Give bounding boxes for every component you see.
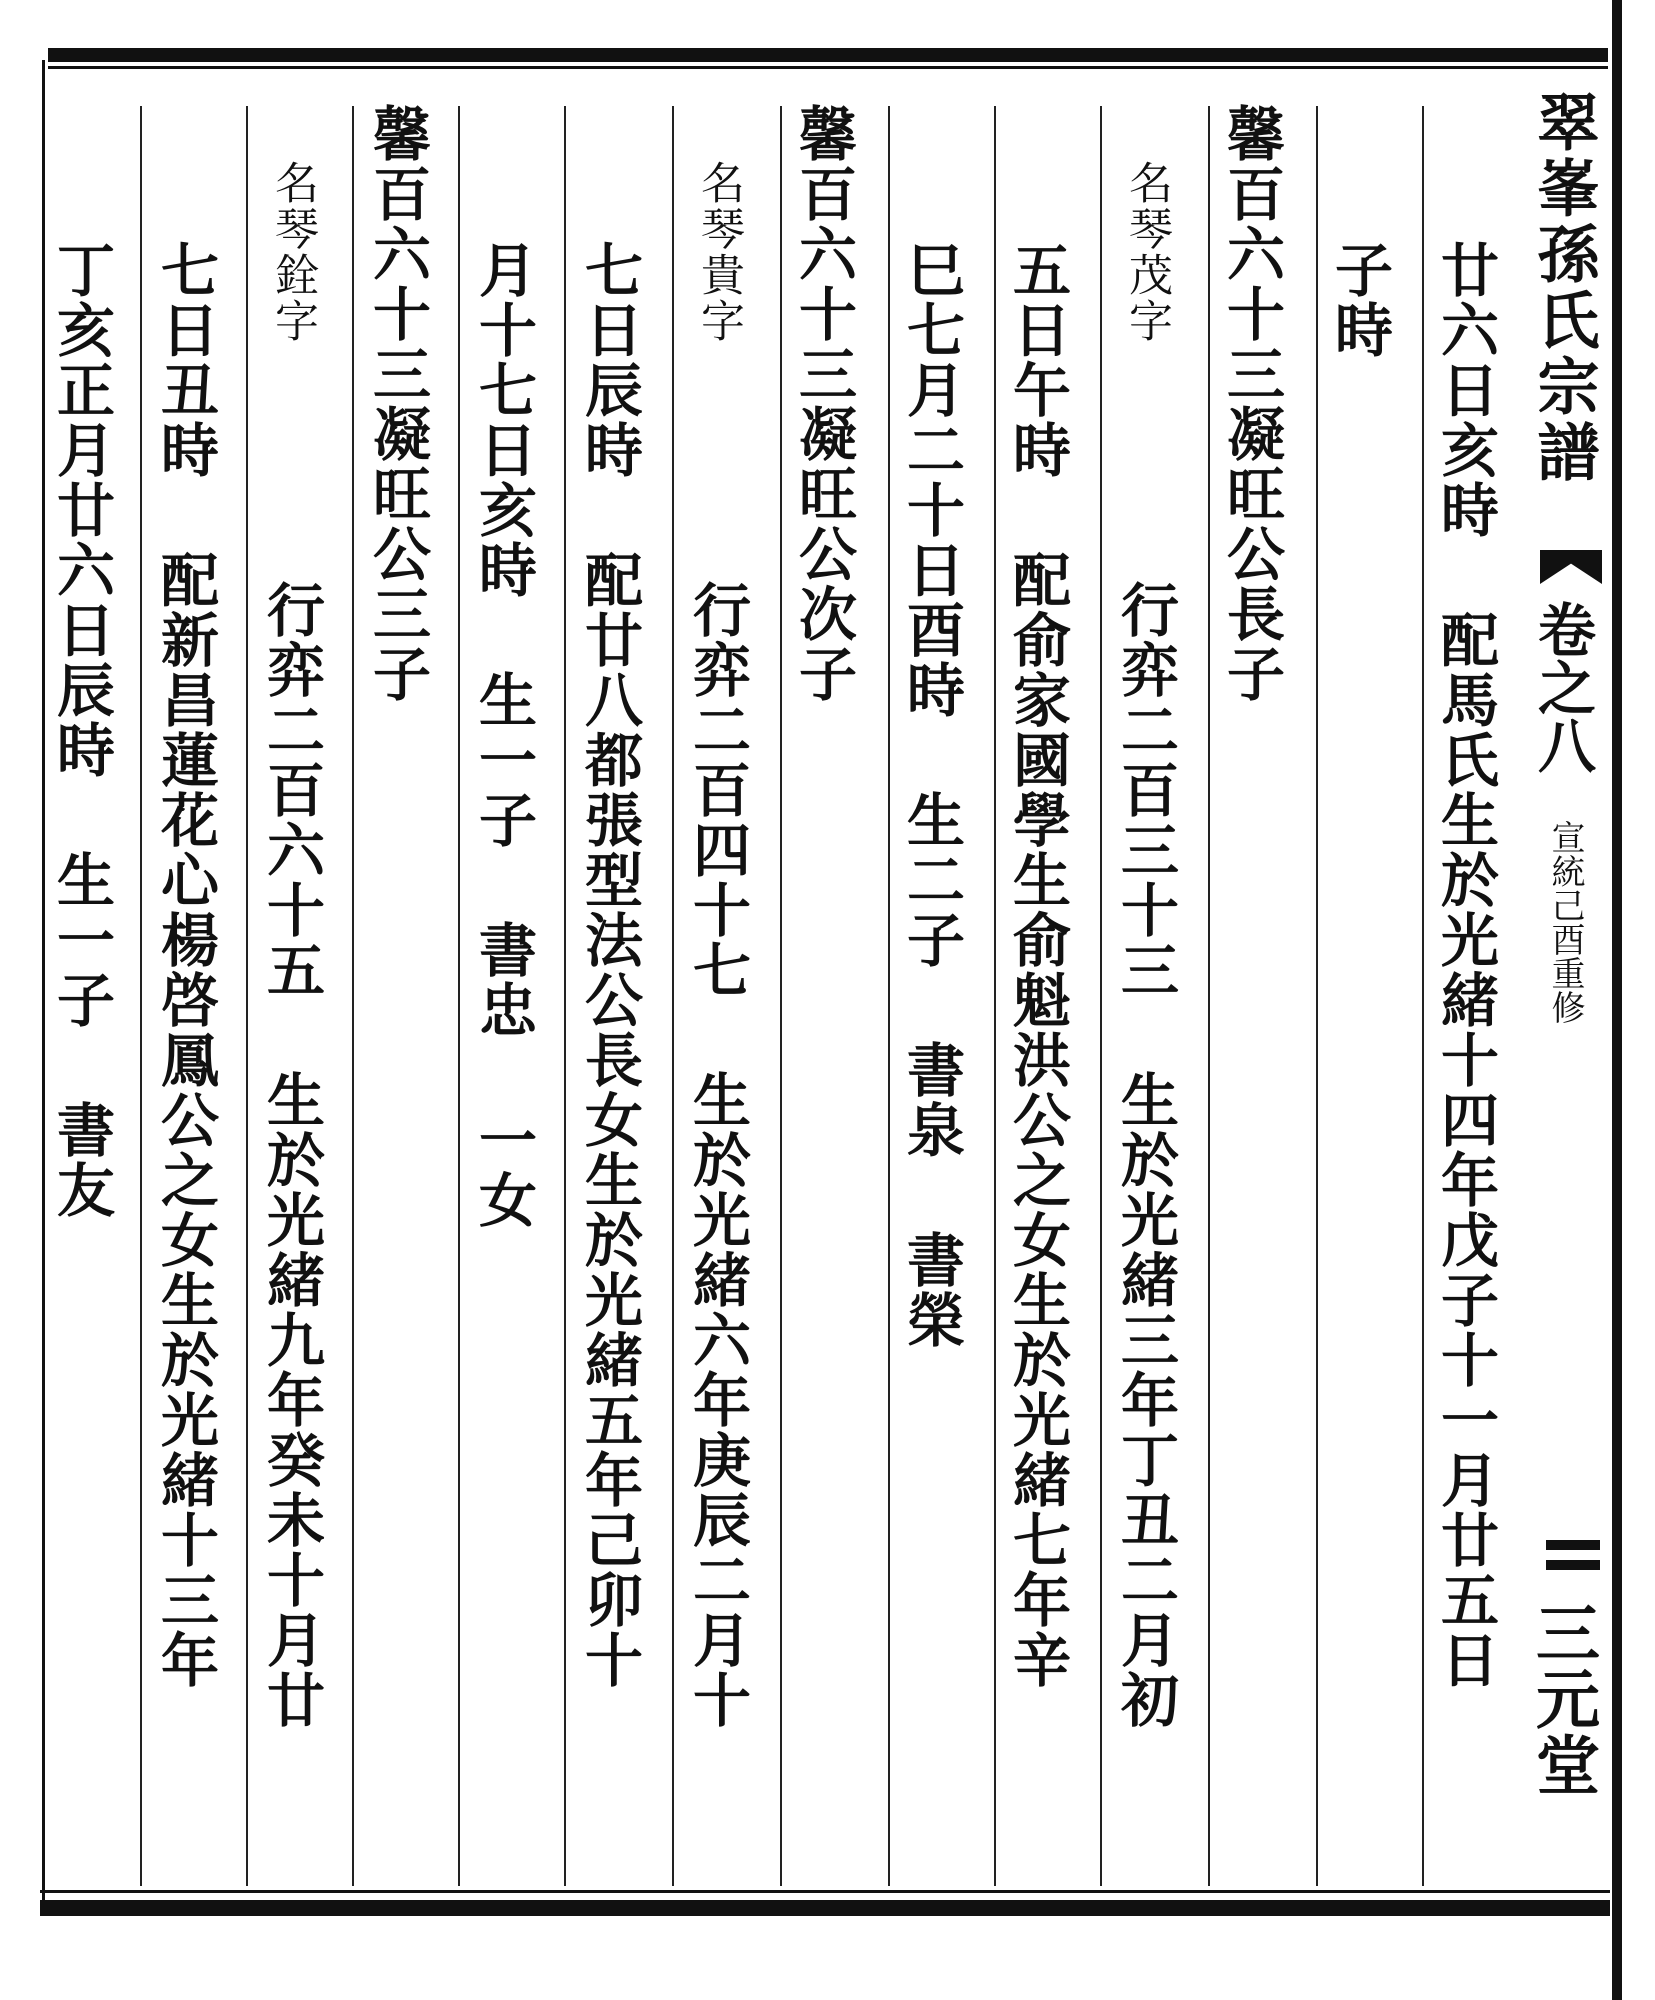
column-divider: [1422, 106, 1424, 1886]
left-border-rule: [42, 60, 45, 1900]
text-column-2: 子時: [1325, 240, 1393, 360]
text-column-3: 馨百六十三凝旺公長子: [1217, 104, 1285, 704]
column-divider: [780, 106, 782, 1886]
text-column-1: 廿六日亥時 配馬氏生於光緒十四年戊子十一月廿五日: [1431, 240, 1499, 1690]
column-divider: [672, 106, 674, 1886]
text-column-5: 五日午時 配俞家國學生俞魁洪公之女生於光緒七年辛: [1003, 240, 1071, 1690]
text-column-4: 行弈二百三十三 生於光緒三年丁丑二月初: [1111, 580, 1179, 1730]
text-column-9: 七日辰時 配廿八都張型法公長女生於光緒五年己卯十: [575, 240, 643, 1690]
text-column-14: 丁亥正月廿六日辰時 生一子 書友: [47, 240, 115, 1220]
column-divider: [1208, 106, 1210, 1886]
text-column-12: 行弈二百六十五 生於光緒九年癸未十月廿: [257, 580, 325, 1730]
column-divider: [458, 106, 460, 1886]
column-divider: [352, 106, 354, 1886]
text-column-13: 七日丑時 配新昌蓮花心楊啓鳳公之女生於光緒十三年: [151, 240, 219, 1690]
bottom-border-rule: [40, 1900, 1610, 1916]
column-divider: [246, 106, 248, 1886]
name-note-1: 名琴茂字: [1121, 160, 1172, 344]
name-note-3: 名琴銓字: [267, 160, 318, 344]
column-divider: [1316, 106, 1318, 1886]
column-divider: [994, 106, 996, 1886]
margin-strip: [1525, 80, 1608, 1900]
text-column-7: 馨百六十三凝旺公次子: [789, 104, 857, 704]
text-column-10: 月十七日亥時 生一子 書忠 一女: [469, 240, 537, 1230]
column-divider: [564, 106, 566, 1886]
strip-bar: [1546, 1560, 1600, 1570]
text-column-8: 行弈二百四十七 生於光緒六年庚辰二月十: [683, 580, 751, 1730]
edition-note: 宣統己酉重修: [1545, 820, 1585, 1024]
column-divider: [1100, 106, 1102, 1886]
bottom-border-thin-rule: [40, 1890, 1610, 1893]
fishtail-mark: [1540, 550, 1602, 584]
right-edge-rule: [1612, 0, 1622, 2000]
volume-label: 卷之八: [1528, 600, 1596, 774]
column-divider: [888, 106, 890, 1886]
top-border-thin-rule: [48, 66, 1608, 69]
column-divider: [140, 106, 142, 1886]
text-column-11: 馨百六十三凝旺公三子: [363, 104, 431, 704]
book-title: 翠峯孫氏宗譜: [1527, 90, 1600, 486]
hall-name: 三元堂: [1525, 1600, 1600, 1798]
name-note-2: 名琴貴字: [693, 160, 744, 344]
text-column-6: 巳七月二十日酉時 生二子 書泉 書榮: [897, 240, 965, 1350]
strip-bar: [1546, 1540, 1600, 1550]
top-border-rule: [48, 48, 1608, 62]
